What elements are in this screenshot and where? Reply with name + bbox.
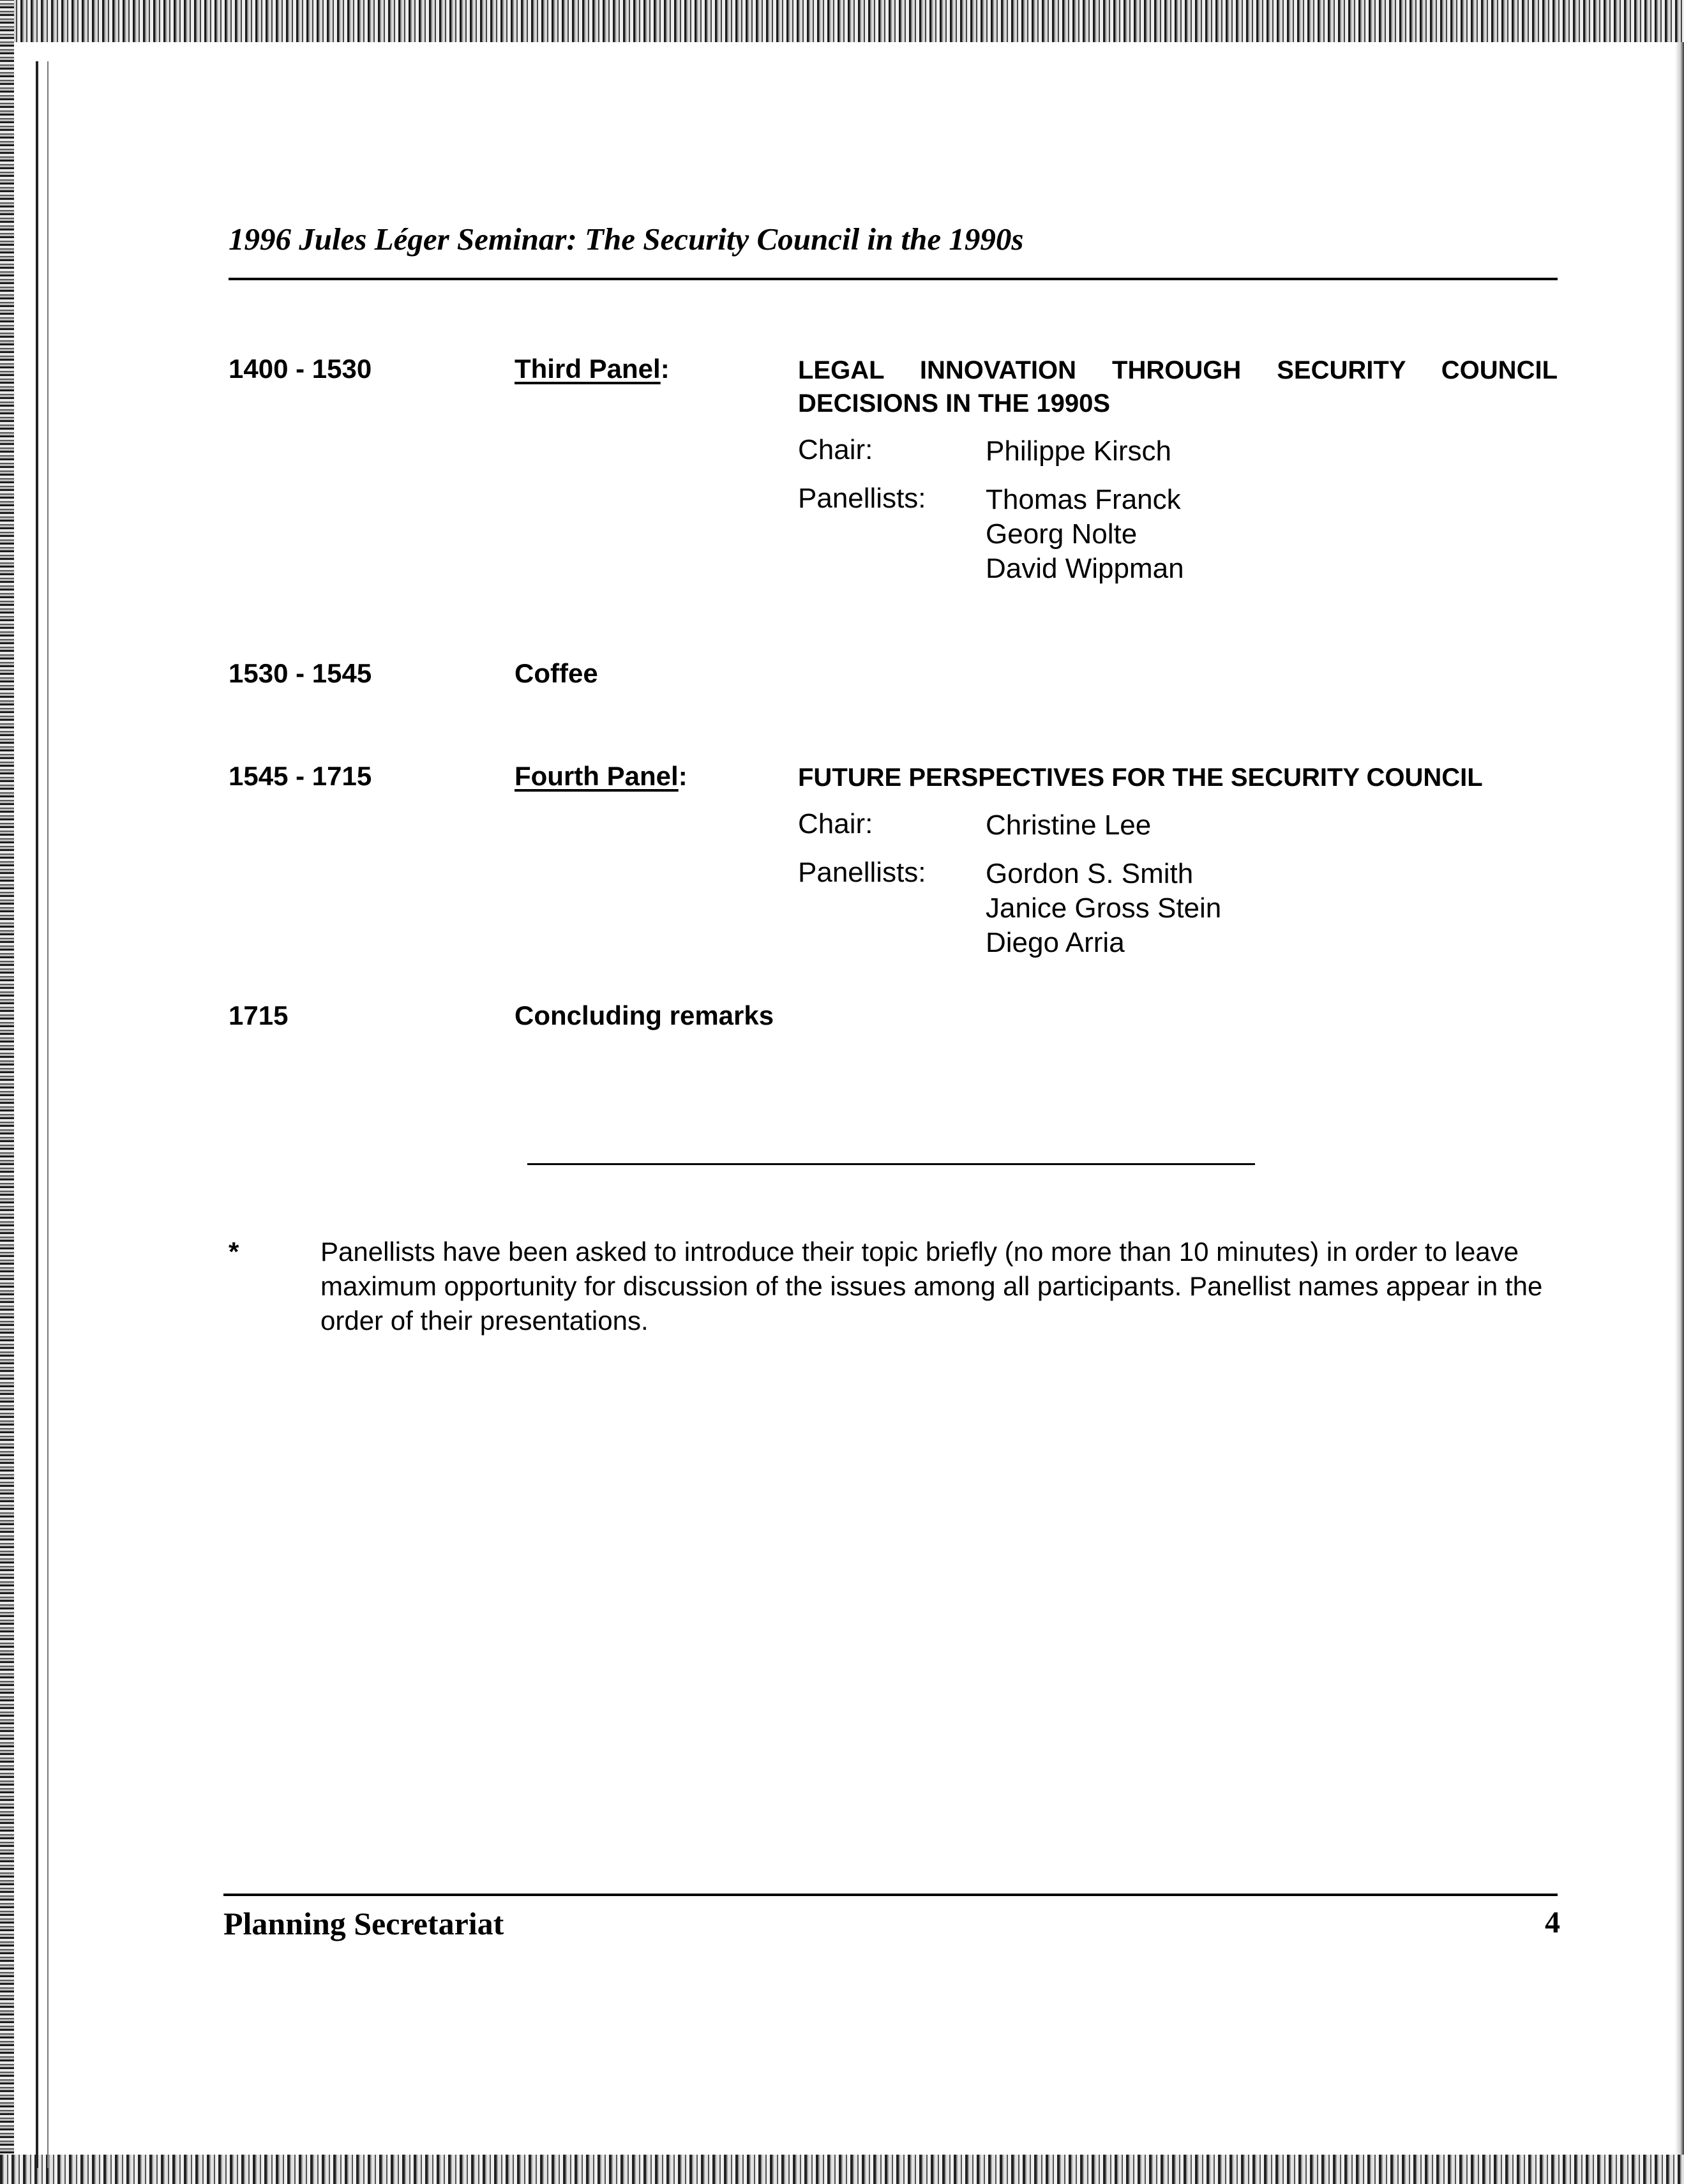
session-time: 1545 - 1715 <box>229 761 372 791</box>
chair-label: Chair: <box>798 808 873 840</box>
session-time: 1400 - 1530 <box>229 354 372 384</box>
chair-row <box>798 808 1558 843</box>
chair-label: Chair: <box>798 434 873 465</box>
panel-title: LEGAL INNOVATION THROUGH SECURITY COUNCIL DECISIONS IN THE 1990S <box>798 356 1558 418</box>
binder-edge-line <box>47 61 49 2168</box>
panellists-row <box>798 857 1558 960</box>
footer-rule <box>223 1894 1558 1896</box>
scan-edge-bottom <box>0 2155 1684 2184</box>
session-detail <box>798 354 1558 586</box>
footnote-marker: * <box>229 1237 239 1267</box>
panellist-name: David Wippman <box>986 553 1184 584</box>
chair-row <box>798 434 1558 469</box>
footnote-text: Panellists have been asked to introduce their topic briefly (no more than 10 minutes) in order to leave maximum opportunity for discussion of the issues among all participants. Panellist names appear in the order of their presentations. <box>320 1237 1543 1336</box>
scan-edge-top <box>0 0 1684 42</box>
panellists-label: Panellists: <box>798 857 926 888</box>
header-rule <box>229 278 1558 280</box>
scan-edge-right <box>1675 42 1684 2155</box>
chair-name: Christine Lee <box>986 810 1152 841</box>
footnote-separator <box>527 1163 1255 1165</box>
panellist-name: Georg Nolte <box>986 518 1138 550</box>
panellist-name: Gordon S. Smith <box>986 858 1194 889</box>
session-label: Concluding remarks <box>515 1000 774 1030</box>
session-label: Coffee <box>515 658 598 688</box>
page-header-title: 1996 Jules Léger Seminar: The Security Council in the 1990s <box>229 222 1024 257</box>
chair-name: Philippe Kirsch <box>986 435 1172 467</box>
binder-edge-line <box>36 61 38 2168</box>
footer-organization: Planning Secretariat <box>223 1906 504 1941</box>
session-time: 1715 <box>229 1000 289 1030</box>
session-label: Fourth Panel: <box>515 761 688 791</box>
session-label: Third Panel: <box>515 354 670 384</box>
panellist-name: Diego Arria <box>986 927 1125 958</box>
session-time: 1530 - 1545 <box>229 658 372 688</box>
panellists-label: Panellists: <box>798 483 926 514</box>
panellists-row <box>798 483 1558 586</box>
panel-title: FUTURE PERSPECTIVES FOR THE SECURITY COUNCIL <box>798 764 1483 792</box>
panellist-name: Thomas Franck <box>986 484 1181 515</box>
session-detail <box>798 761 1558 960</box>
page-number: 4 <box>1545 1906 1560 1939</box>
scan-edge-left <box>0 0 14 2184</box>
panellist-name: Janice Gross Stein <box>986 892 1222 924</box>
